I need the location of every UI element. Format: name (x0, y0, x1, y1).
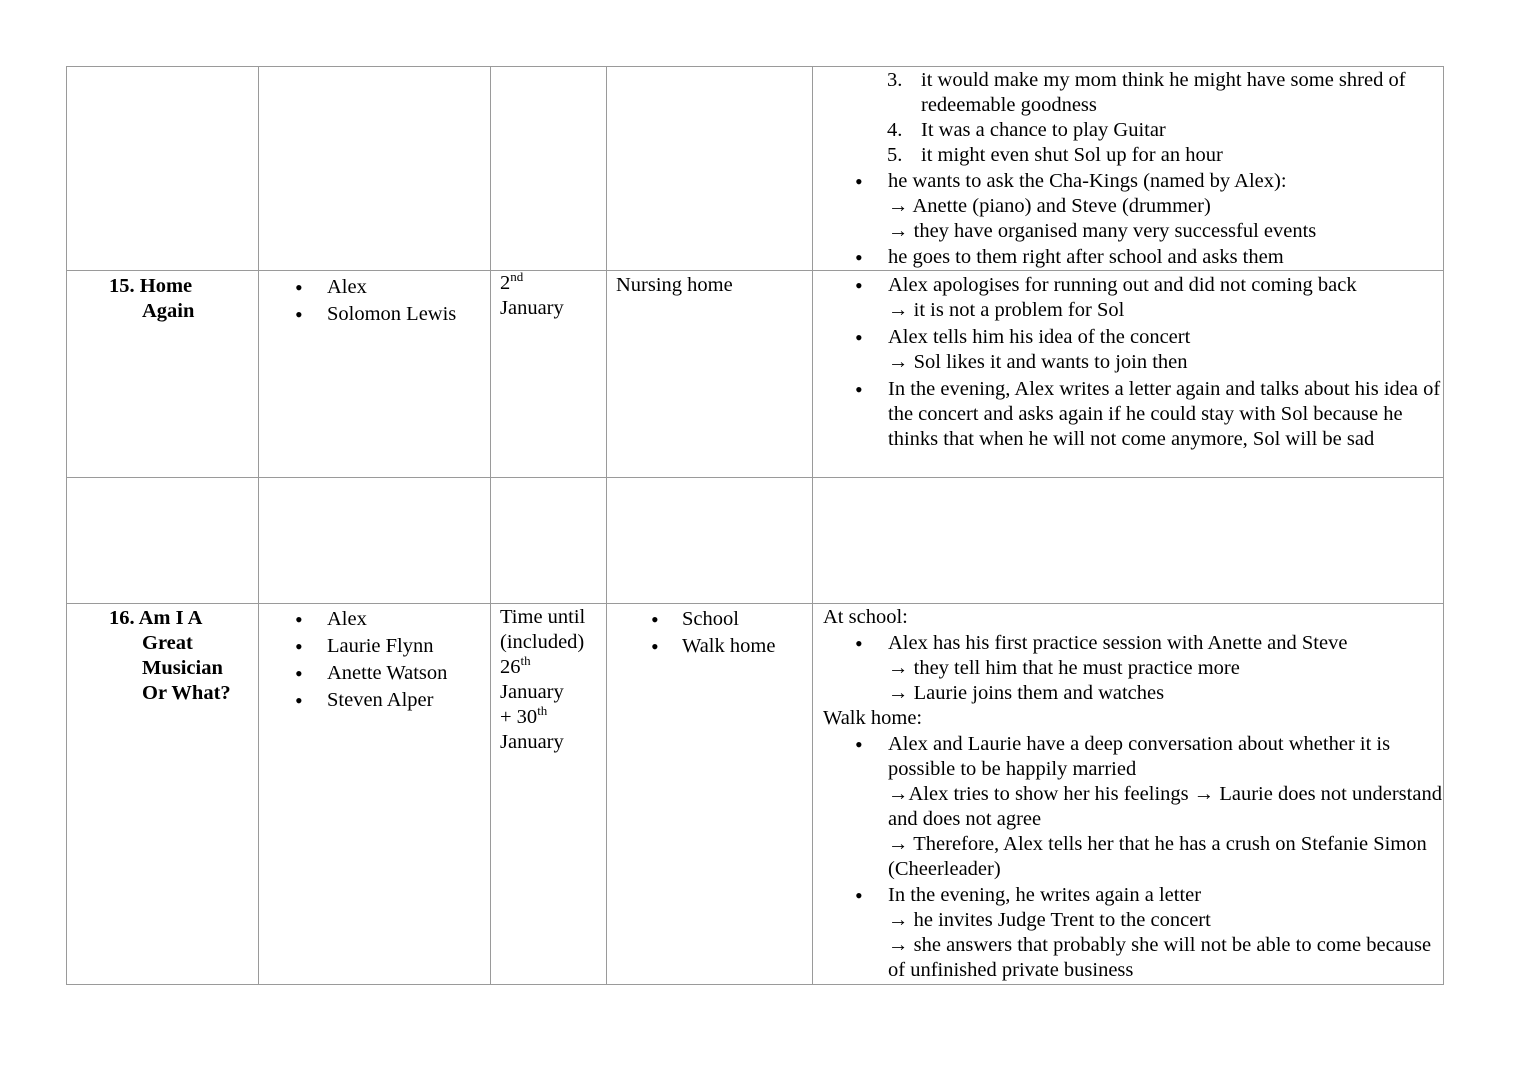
empty-cell (813, 478, 1444, 604)
list-item: • Anette Watson (259, 661, 490, 686)
events-cell (813, 604, 1444, 985)
list-item: • Alex (259, 607, 490, 632)
list-item: • School (616, 607, 812, 632)
table-row (67, 478, 1444, 604)
place-cell (607, 604, 813, 985)
events-cell (813, 271, 1444, 478)
bullet-list (823, 631, 1443, 706)
place-cell: Nursing home (607, 271, 813, 478)
list-item: • Alex (259, 275, 490, 300)
section-header: At school: (823, 606, 908, 628)
characters-cell (259, 271, 491, 478)
characters-cell (259, 604, 491, 985)
empty-cell (259, 478, 491, 604)
table-row (67, 271, 1444, 478)
list-item: • Laurie Flynn (259, 634, 490, 659)
date-cell: Time until (included) 26th January + 30th January (491, 604, 607, 985)
list-item: • In the evening, Alex writes a letter again and talks about his idea of the concert and asks again if he could stay with Sol because he thinks that when he will not come anymore, Sol will be sad (823, 377, 1443, 452)
list-item: • Alex apologises for running out and did not coming back → it is not a problem for Sol (823, 273, 1443, 323)
bullet-list (823, 169, 1443, 270)
list-item: • Alex has his first practice session with Anette and Steve → they tell him that he must practice more → Laurie joins them and watches (823, 631, 1443, 706)
empty-cell (67, 478, 259, 604)
bullet-list (823, 732, 1443, 983)
list-item: 4. It was a chance to play Guitar (887, 119, 1166, 141)
characters-cell (259, 67, 491, 271)
place-cell (607, 67, 813, 271)
bullet-list (616, 607, 812, 659)
chapter-table (66, 66, 1444, 985)
empty-cell (607, 478, 813, 604)
list-item: • Steven Alper (259, 688, 490, 713)
list-item: • he goes to them right after school and asks them (823, 245, 1443, 270)
chapter-title: 15. Home Again (67, 271, 259, 478)
list-item: • he wants to ask the Cha-Kings (named by Alex): → Anette (piano) and Steve (drummer) → they have organised many very successful events (823, 169, 1443, 244)
chapter-cell (67, 67, 259, 271)
list-item: • Alex and Laurie have a deep conversation about whether it is possible to be happily married →Alex tries to show her his feelings → Laurie does not understand and does not agree → Therefore, Alex tells her that he has a crush on Stefanie Simon (Cheerleader) (823, 732, 1443, 882)
numbered-list (823, 68, 1443, 168)
list-item: • Solomon Lewis (259, 302, 490, 327)
empty-cell (491, 478, 607, 604)
bullet-list (823, 273, 1443, 452)
list-item: • Alex tells him his idea of the concert → Sol likes it and wants to join then (823, 325, 1443, 375)
date-cell: 2nd January (491, 271, 607, 478)
table-row (67, 67, 1444, 271)
date-cell (491, 67, 607, 271)
list-item: • In the evening, he writes again a letter → he invites Judge Trent to the concert → she answers that probably she will not be able to come because of unfinished private business (823, 883, 1443, 983)
table-row (67, 604, 1444, 985)
events-cell (813, 67, 1444, 271)
list-item: 5. it might even shut Sol up for an hour (887, 144, 1223, 166)
chapter-title: 16. Am I A Great Musician Or What? (67, 604, 259, 985)
list-item: • Walk home (616, 634, 812, 659)
section-header: Walk home: (823, 707, 923, 729)
list-item: 3. it would make my mom think he might have some shred of redeemable goodness (887, 69, 1406, 116)
